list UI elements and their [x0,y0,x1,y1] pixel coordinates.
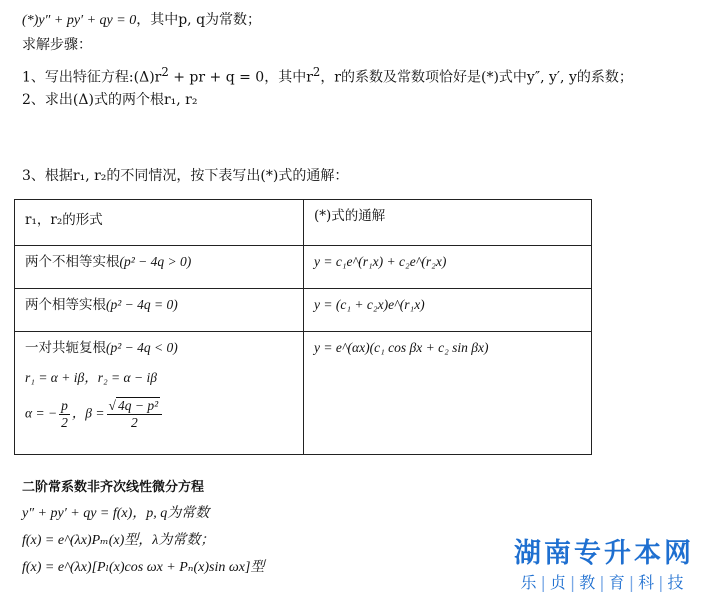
nonhomogeneous-equation: y″ + py′ + qy = f(x)，p, q为常数 [22,506,210,521]
step-3: 3、根据r₁, r₂的不同情况，按下表写出(*)式的通解： [22,168,349,184]
homogeneous-equation: (*)y″ + py′ + qy = 0 [22,13,137,28]
root-case-condition: (p² − 4q < 0) [106,340,178,355]
site-watermark [513,538,695,594]
root-case-label: 两个不相等实根 [25,254,120,270]
beta-fraction: $\frac{\text{√ 4q − p²}}{2}$ [107,398,163,431]
complex-roots: r₁ = α + iβ，r₂ = α − iβ [25,370,157,385]
row-distinct-real-roots [15,246,304,289]
solution-distinct-real: y = c₁e^(r₁x) + c₂e^(r₂x) [304,246,592,289]
step-1-part-b: + pr + q = 0，其中r [168,69,313,86]
steps-title: 求解步骤： [22,37,92,53]
root-case-label: 一对共轭复根 [25,340,106,356]
table-row [15,246,592,289]
alpha-fraction: $\frac{p}{2}$ [61,398,68,430]
watermark-subtitle: 乐|贞|教|育|科|技 [520,573,688,592]
step-2: 2、求出(Δ)式的两个根r₁, r₂ [22,92,198,108]
alpha-beta-formula: α = − $\frac{p}{2}$ ，β = $\frac{\text{√ 4q − p²}}{2}$ [25,398,293,431]
equation-note: ，其中p, q为常数； [136,12,262,28]
table-row [15,289,592,332]
solution-equal-real: y = (c₁ + c₂x)e^(r₁x) [304,289,592,332]
root-case-label: 两个相等实根 [25,297,106,313]
table-header-row [15,200,592,246]
nonhomogeneous-type-1: f(x) = e^(λx)Pₘ(x)型，λ为常数； [22,533,215,548]
root-case-condition: (p² − 4q = 0) [106,297,178,312]
row-equal-real-roots [15,289,304,332]
header-root-form: r₁，r₂的形式 [15,200,304,246]
homogeneous-equation-line [22,10,261,31]
step-1-part-a: 1、写出特征方程:(Δ)r [22,69,162,86]
nonhomogeneous-type-2: f(x) = e^(λx)[Pₗ(x)cos ωx + Pₙ(x)sin ωx]型 [22,560,265,575]
table-row [15,332,592,455]
step-1-part-c: ，r的系数及常数项恰好是(*)式中y″, y′, y的系数； [320,69,633,86]
row-complex-roots [15,332,304,455]
nonhomogeneous-title: 二阶常系数非齐次线性微分方程 [22,480,205,495]
watermark-title: 湖南专升本网 [514,538,694,569]
step-1: 1、写出特征方程$:(\Delta)r^2$ + pr + q = 0，其中$r^2$，r的系数及常数项恰好是(*)式中y″, y′, y的系数； [22,65,633,86]
header-general-solution: (*)式的通解 [304,200,592,246]
solution-complex: y = e^(αx)(c₁ cos βx + c₂ sin βx) [304,332,592,455]
root-case-condition: (p² − 4q > 0) [119,254,192,269]
general-solution-table [14,199,592,455]
